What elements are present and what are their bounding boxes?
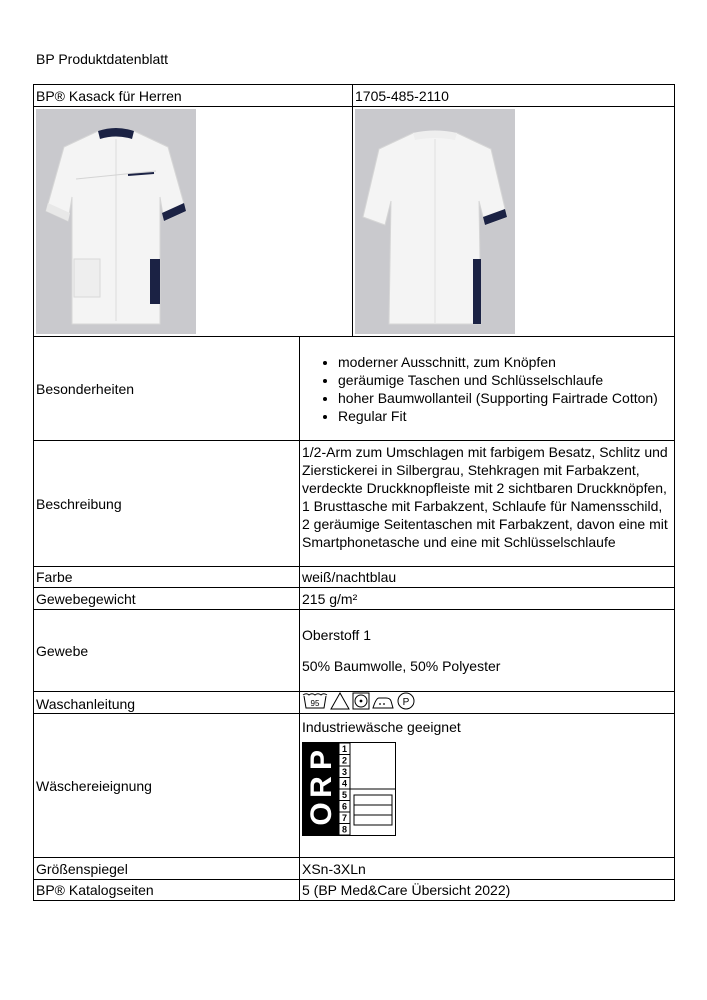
jacket-back-image xyxy=(355,109,515,334)
catalog-pages-row xyxy=(34,880,675,901)
care-label: Waschanleitung xyxy=(34,692,300,714)
fabric-weight-value: 215 g/m² xyxy=(300,588,675,610)
features-list-item: • Regular Fit xyxy=(338,407,672,425)
tumble-dry-icon xyxy=(352,692,370,710)
description-row xyxy=(34,441,675,567)
svg-text:3: 3 xyxy=(341,767,348,777)
color-label: Farbe xyxy=(34,567,300,588)
front-image-cell xyxy=(34,107,353,337)
fabric-weight-label: Gewebegewicht xyxy=(34,588,300,610)
svg-text:5: 5 xyxy=(341,790,348,800)
svg-text:6: 6 xyxy=(341,801,348,812)
color-row xyxy=(34,567,675,588)
laundry-suitability-label: Wäschereieignung xyxy=(34,714,300,858)
features-row xyxy=(34,337,675,441)
jacket-front-image xyxy=(36,109,196,334)
features-list xyxy=(302,353,672,425)
fabric-label: Gewebe xyxy=(34,610,300,692)
care-symbols-cell xyxy=(300,692,675,714)
wash-temperature: 95 xyxy=(310,699,320,708)
back-image-cell xyxy=(353,107,675,337)
features-label: Besonderheiten xyxy=(34,337,300,441)
laundry-suitability-cell xyxy=(300,714,675,858)
svg-text:1: 1 xyxy=(341,744,348,754)
document-title: BP Produktdatenblatt xyxy=(36,51,169,67)
article-number: 1705-485-2110 xyxy=(353,85,675,107)
svg-text:4: 4 xyxy=(341,778,348,789)
description-text: 1/2-Arm zum Umschlagen mit farbigem Besatz, Schlitz und Zierstickerei in Silbergrau, Stehkragen mit Farbakzent, verdeckte Druckknopfleiste mit 2 sichtbaren Druckknöpfen, 1 Brusttasche mit Farbakzent, Schlaufe für Namensschild, 2 geräumige Seitentaschen mit Farbakzent, davon eine mit Smartphonetasche und eine mit Schlüsselschlaufe xyxy=(300,441,675,567)
bleach-triangle-icon xyxy=(330,692,350,710)
pro-laundry-logo xyxy=(302,742,396,836)
laundry-suitability-row xyxy=(34,714,675,858)
svg-text:P: P xyxy=(305,749,338,771)
svg-text:2: 2 xyxy=(341,755,348,766)
iron-icon xyxy=(372,692,394,710)
wash-95-icon xyxy=(302,692,328,710)
fabric-cell xyxy=(300,610,675,692)
size-range-label: Größenspiegel xyxy=(34,858,300,880)
fabric-row xyxy=(34,610,675,692)
fabric-weight-row xyxy=(34,588,675,610)
size-range-row xyxy=(34,858,675,880)
fabric-composition: 50% Baumwolle, 50% Polyester xyxy=(302,658,501,674)
description-label: Beschreibung xyxy=(34,441,300,567)
care-symbols xyxy=(302,692,672,710)
color-value: weiß/nachtblau xyxy=(300,567,675,588)
dry-clean-letter: P xyxy=(402,697,410,708)
svg-text:R: R xyxy=(305,776,338,798)
svg-text:7: 7 xyxy=(341,813,348,823)
laundry-suitability-text: Industriewäsche geeignet xyxy=(302,719,461,735)
catalog-pages-value: 5 (BP Med&Care Übersicht 2022) xyxy=(300,880,675,901)
size-range-value: XSn-3XLn xyxy=(300,858,675,880)
product-datasheet-table xyxy=(33,84,675,901)
features-cell xyxy=(300,337,675,441)
care-row xyxy=(34,692,675,714)
features-list-item: • moderner Ausschnitt, zum Knöpfen xyxy=(338,353,672,371)
features-list-item: • geräumige Taschen und Schlüsselschlaufe xyxy=(338,371,672,389)
product-header-row xyxy=(34,85,675,107)
fabric-outer-label: Oberstoff 1 xyxy=(302,627,372,643)
catalog-pages-label: BP® Katalogseiten xyxy=(34,880,300,901)
svg-text:O: O xyxy=(305,802,338,826)
dry-clean-p-icon xyxy=(396,692,416,710)
product-images-row xyxy=(34,107,675,337)
product-name: BP® Kasack für Herren xyxy=(34,85,353,107)
features-list-item: • hoher Baumwollanteil (Supporting Fairtrade Cotton) xyxy=(338,389,672,407)
svg-text:8: 8 xyxy=(341,824,348,835)
